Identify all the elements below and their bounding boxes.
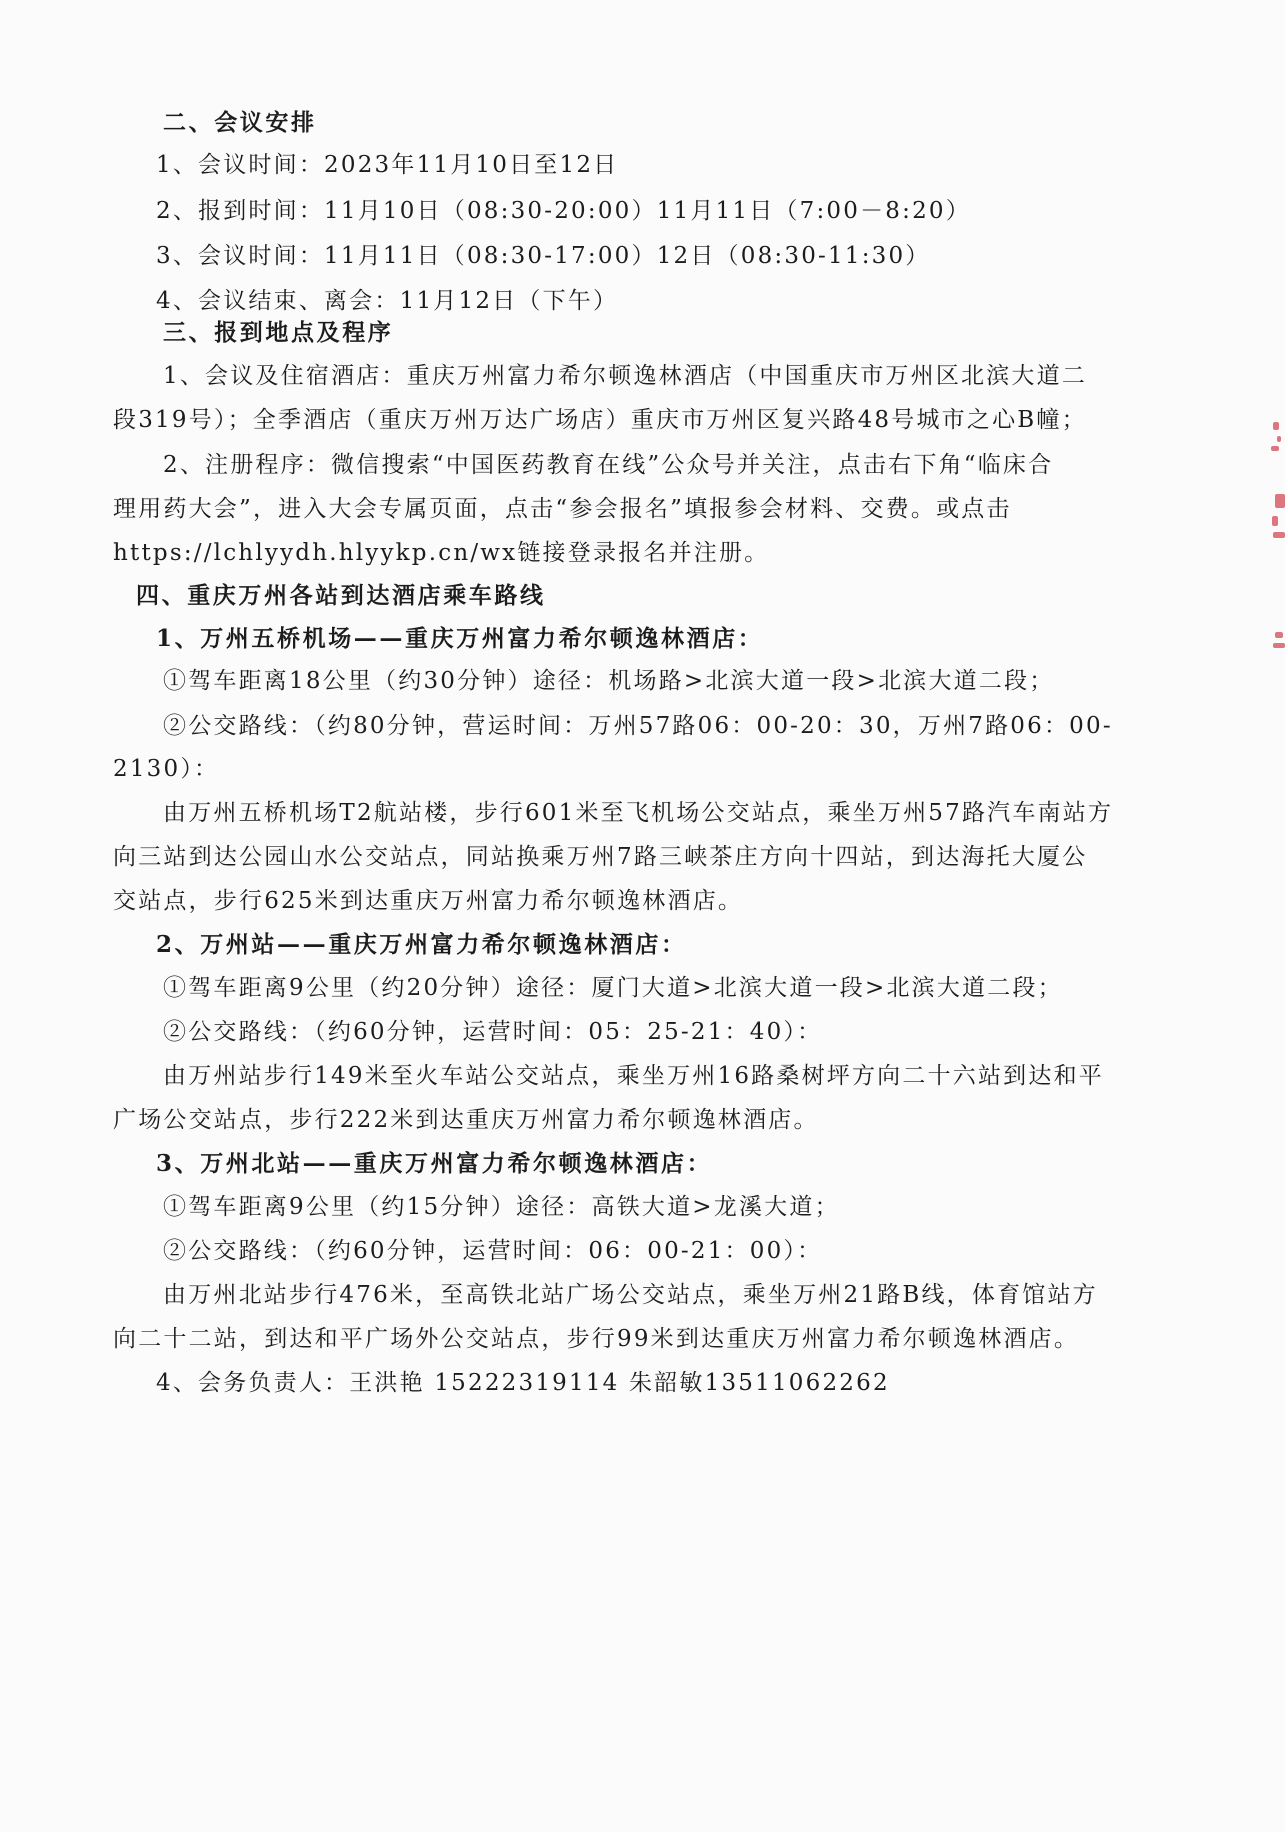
registration-time-item: 2、报到时间：11月10日（08:30-20:00）11月11日（7:00－8:20）	[156, 198, 971, 224]
section-4-heading: 四、重庆万州各站到达酒店乘车路线	[136, 582, 546, 609]
route-1-desc-line-3: 交站点，步行625米到达重庆万州富力希尔顿逸林酒店。	[113, 888, 744, 914]
hotel-paragraph-line-1: 1、会议及住宿酒店：重庆万州富力希尔顿逸林酒店（中国重庆市万州区北滨大道二	[163, 363, 1088, 389]
seal-fragment	[1263, 490, 1285, 550]
session-time-item: 3、会议时间：11月11日（08:30-17:00）12日（08:30-11:30）	[156, 243, 931, 269]
route-1-bus-line-1: ②公交路线：（约80分钟，营运时间：万州57路06：00-20：30，万州7路06：00-	[163, 713, 1113, 739]
route-3-desc-line-2: 向二十二站，到达和平广场外公交站点，步行99米到达重庆万州富力希尔顿逸林酒店。	[113, 1326, 1080, 1352]
route-3-drive: ①驾车距离9公里（约15分钟）途径：高铁大道>龙溪大道；	[163, 1194, 840, 1220]
route-1-desc-line-2: 向三站到达公园山水公交站点，同站换乘万州7路三峡茶庄方向十四站，到达海托大厦公	[113, 844, 1088, 870]
section-2-heading: 二、会议安排	[163, 109, 317, 136]
route-2-heading: 2、万州站——重庆万州富力希尔顿逸林酒店：	[156, 931, 687, 958]
registration-link-line: https://lchlyydh.hlyykp.cn/wx链接登录报名并注册。	[113, 540, 770, 566]
seal-fragment	[1263, 418, 1285, 458]
registration-paragraph-line-2: 理用药大会”，进入大会专属页面，点击“参会报名”填报参会材料、交费。或点击	[113, 496, 1012, 522]
route-2-desc-line-1: 由万州站步行149米至火车站公交站点，乘坐万州16路桑树坪方向二十六站到达和平	[163, 1063, 1104, 1089]
route-3-bus: ②公交路线：（约60分钟，运营时间：06：00-21：00）：	[163, 1238, 823, 1264]
route-3-heading: 3、万州北站——重庆万州富力希尔顿逸林酒店：	[156, 1150, 713, 1177]
meeting-time-item: 1、会议时间：2023年11月10日至12日	[156, 152, 619, 178]
registration-paragraph-line-1: 2、注册程序：微信搜索“中国医药教育在线”公众号并关注，点击右下角“临床合	[163, 452, 1054, 478]
departure-item: 4、会议结束、离会：11月12日（下午）	[156, 288, 619, 314]
route-2-bus: ②公交路线：（约60分钟，运营时间：05：25-21：40）：	[163, 1019, 823, 1045]
section-3-heading: 三、报到地点及程序	[163, 319, 394, 346]
route-1-heading: 1、万州五桥机场——重庆万州富力希尔顿逸林酒店：	[156, 625, 764, 652]
route-1-bus-line-2: 2130）：	[113, 756, 220, 782]
route-2-drive: ①驾车距离9公里（约20分钟）途径：厦门大道>北滨大道一段>北滨大道二段；	[163, 975, 1063, 1001]
route-1-desc-line-1: 由万州五桥机场T2航站楼，步行601米至飞机场公交站点，乘坐万州57路汽车南站方	[163, 800, 1114, 826]
contact-line: 4、会务负责人：王洪艳 15222319114 朱韶敏13511062262	[156, 1370, 890, 1396]
hotel-paragraph-line-2: 段319号）；全季酒店（重庆万州万达广场店）重庆市万州区复兴路48号城市之心B幢；	[113, 407, 1087, 433]
route-1-drive: ①驾车距离18公里（约30分钟）途径：机场路>北滨大道一段>北滨大道二段；	[163, 668, 1055, 694]
route-2-desc-line-2: 广场公交站点，步行222米到达重庆万州富力希尔顿逸林酒店。	[113, 1107, 819, 1133]
seal-fragment	[1263, 630, 1285, 660]
route-3-desc-line-1: 由万州北站步行476米，至高铁北站广场公交站点，乘坐万州21路B线，体育馆站方	[163, 1282, 1098, 1308]
